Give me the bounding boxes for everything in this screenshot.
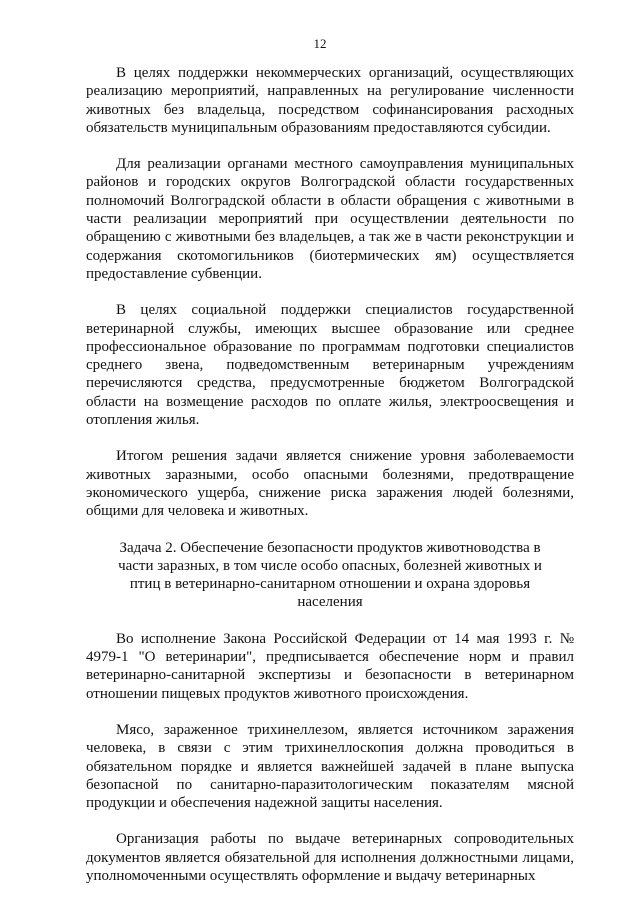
paragraph-veterinary-law: Во исполнение Закона Российской Федерации от 14 мая 1993 г. № 4979-1 "О ветеринарии", предписывается обеспечение норм и правил ветеринарно-санитарной экспертизы и безопасности в ветеринарном отношении пищевых продуктов животного происхождения.	[86, 630, 574, 702]
paragraph-social-support: В целях социальной поддержки специалистов государственной ветеринарной службы, имеющих высшее образование или среднее профессиональное образование по программам подготовки специалистов среднего звена, подведомственным ветеринарным учреждениям перечисляются средства, предусмотренные бюджетом Волгоградской области на возмещение расходов по оплате жилья, электроосвещения и отопления жилья.	[86, 302, 574, 429]
paragraph-subsidies: В целях поддержки некоммерческих организаций, осуществляющих реализацию мероприятий, направленных на регулирование численности животных без владельца, посредством софинансирования расходных обязательств муниципальным образованиям предоставляются субсидии.	[86, 65, 574, 136]
paragraph-veterinary-documents: Организация работы по выдаче ветеринарных сопроводительных документов является обязательной для исполнения должностными лицами, уполномоченными осуществлять оформление и выдачу ветеринарных	[86, 831, 574, 884]
paragraph-task-outcome: Итогом решения задачи является снижение уровня заболеваемости животных заразными, особо опасными болезнями, предотвращение экономического ущерба, снижение риска заражения людей болезнями, общими для человека и животных.	[86, 448, 574, 520]
page-number: 12	[313, 36, 327, 51]
paragraph-trichinellosis: Мясо, зараженное трихинеллезом, является источником заражения человека, в связи с этим трихинеллоскопия должна проводиться в обязательном порядке и является важнейшей задачей в плане выпуска безопасной по санитарно-паразитологическим показателям мясной продукции и обеспечения надежной защиты населения.	[86, 721, 574, 812]
document-body	[86, 64, 574, 903]
paragraph-subventions: Для реализации органами местного самоуправления муниципальных районов и городских округов Волгоградской области государственных полномочий Волгоградской области в области обращения с животными в части реализации мероприятий при осуществлении деятельности по обращению с животными без владельцев, а так же в части реконструкции и содержания скотомогильников (биотермических ям) осуществляется предоставление субвенции.	[86, 156, 574, 282]
section-heading-task-2: Задача 2. Обеспечение безопасности продуктов животноводства в части заразных, в том числе особо опасных, болезней животных и птиц в ветеринарно-санитарном отношении и охрана здоровья населения	[118, 539, 542, 611]
